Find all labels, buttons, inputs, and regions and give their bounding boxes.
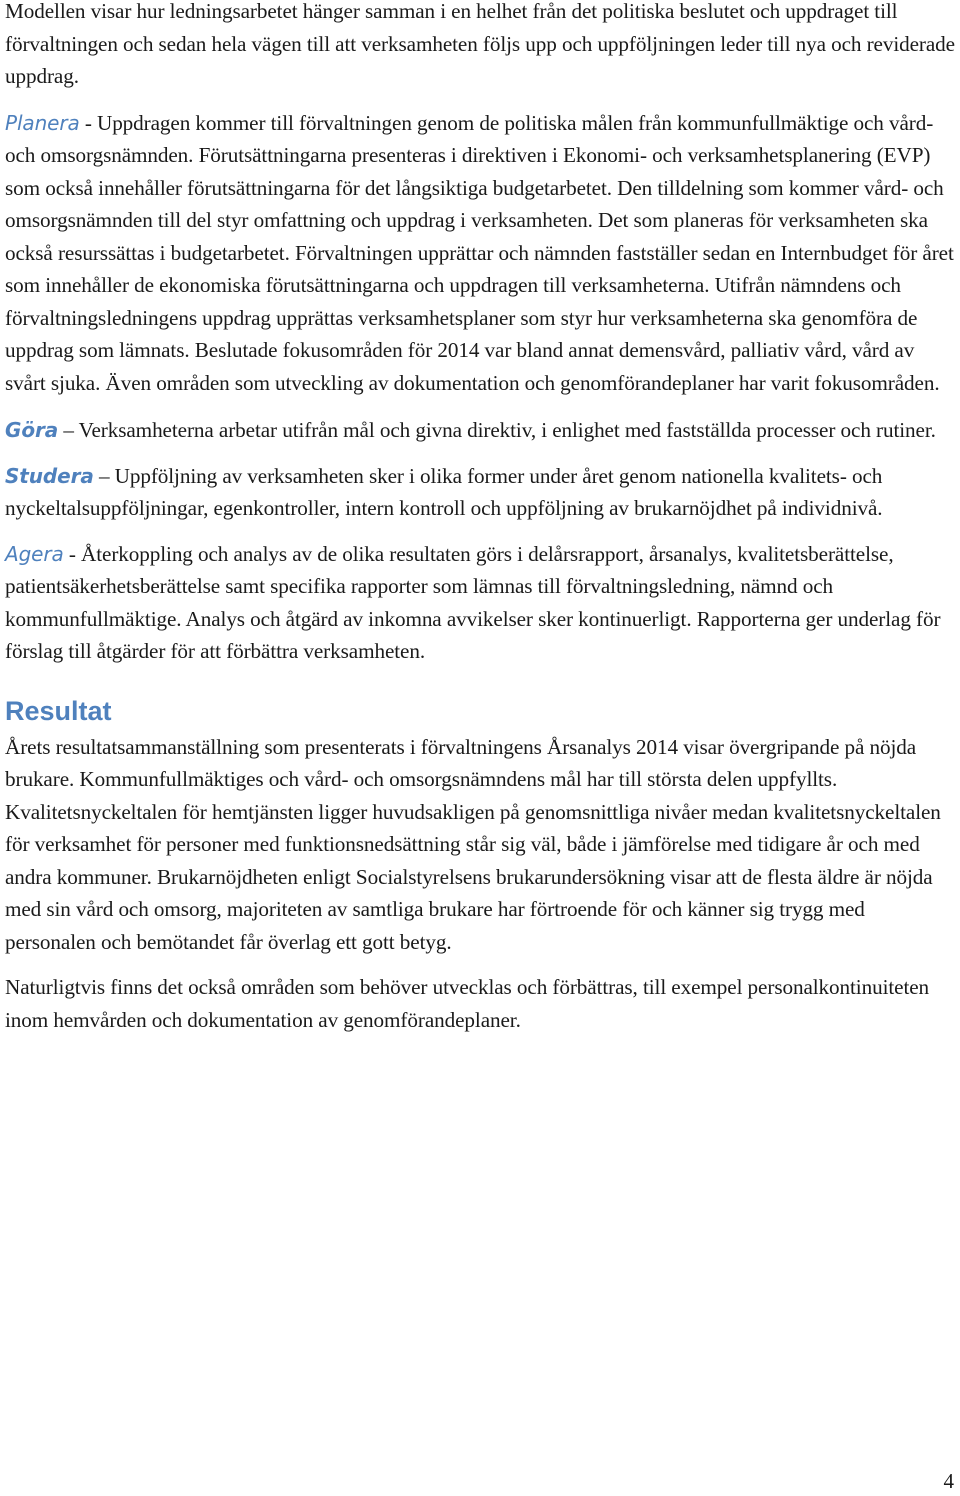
page-number: 4 (943, 1469, 954, 1493)
resultat-paragraph: Årets resultatsammanställning som presenterats i förvaltningens Årsanalys 2014 visar övergripande på nöjda brukare. Kommunfullmäktiges och vård- och omsorgsnämndens mål har till största delen uppfyllts. Kvalitetsnyckeltalen för hemtjänsten ligger huvudsakligen på genomsnittliga nivåer medan kvalitetsnyckeltalen för verksamhet för personer med funktionsnedsättning står sig väl, både i jämförelse med tidigare år och med andra kommuner. Brukarnöjdheten enligt Socialstyrelsens brukarundersökning visar att de flesta äldre är nöjda med sin vård och omsorg, majoriteten av samtliga brukare har förtroende för och känner sig trygg med personalen och bemötandet får överlag ett gott betyg. (5, 734, 941, 954)
studera-keyword: Studera (5, 463, 94, 488)
planera-text: - Uppdragen kommer till förvaltningen genom de politiska målen från kommunfullmäktige och vård- och omsorgsnämnden. Förutsättningarna presenteras i direktiven i Ekonomi- och verksamhetsplanering (EVP) som också innehåller förutsättningarna för det långsiktiga budgetarbetet. Den tilldelning som kommer vård- och omsorgsnämnden till del styr omfattning och uppdrag i verksamheten. Det som planeras för verksamheten ska också resurssättas i budgetarbetet. Förvaltningen upprättar och nämnden fastställer sedan en Internbudget för året som innehåller de ekonomiska förutsättningarna och uppdragen till verksamheterna. Utifrån nämndens och förvaltningsledningens uppdrag upprättas verksamhetsplaner som styr hur verksamheterna ska genomföra de uppdrag som lämnats. Beslutade fokusområden för 2014 var bland annat demensvård, palliativ vård, vård av svårt sjuka. Även områden som utveckling av dokumentation och genomförandeplaner har varit fokusområden. (5, 110, 954, 395)
agera-text: - Återkoppling och analys av de olika resultaten görs i delårsrapport, årsanalys, kvalitetsberättelse, patientsäkerhetsberättelse samt specifika rapporter som lämnas till förvaltningsledning, nämnd och kommunfullmäktige. Analys och åtgärd av inkomna avvikelser sker kontinuerligt. Rapporterna ger underlag för förslag till åtgärder för att förbättra verksamheten. (5, 541, 941, 663)
intro-paragraph: Modellen visar hur ledningsarbetet hänger samman i en helhet från det politiska beslutet och uppdraget till förvaltningen och sedan hela vägen till att verksamheten följs upp och uppföljningen leder till nya och reviderade uppdrag. (5, 0, 955, 88)
studera-text: – Uppföljning av verksamheten sker i olika former under året genom nationella kvalitets- och nyckeltalsuppföljningar, egenkontroller, intern kontroll och uppföljning av brukarnöjdhet på individnivå. (5, 463, 883, 520)
gora-text: – Verksamheterna arbetar utifrån mål och givna direktiv, i enlighet med fastställda processer och rutiner. (58, 418, 936, 442)
studera-paragraph (5, 460, 955, 525)
gora-paragraph (5, 414, 955, 447)
document-page (5, 0, 955, 1036)
closing-paragraph: Naturligtvis finns det också områden som behöver utvecklas och förbättras, till exempel personalkontinuiteten inom hemvården och dokumentation av genomförandeplaner. (5, 975, 930, 1032)
planera-paragraph (5, 107, 955, 400)
agera-keyword: Agera (5, 541, 64, 566)
planera-keyword: Planera (5, 110, 80, 135)
gora-keyword: Göra (5, 418, 59, 442)
resultat-heading: Resultat (5, 695, 112, 726)
agera-paragraph (5, 538, 955, 668)
